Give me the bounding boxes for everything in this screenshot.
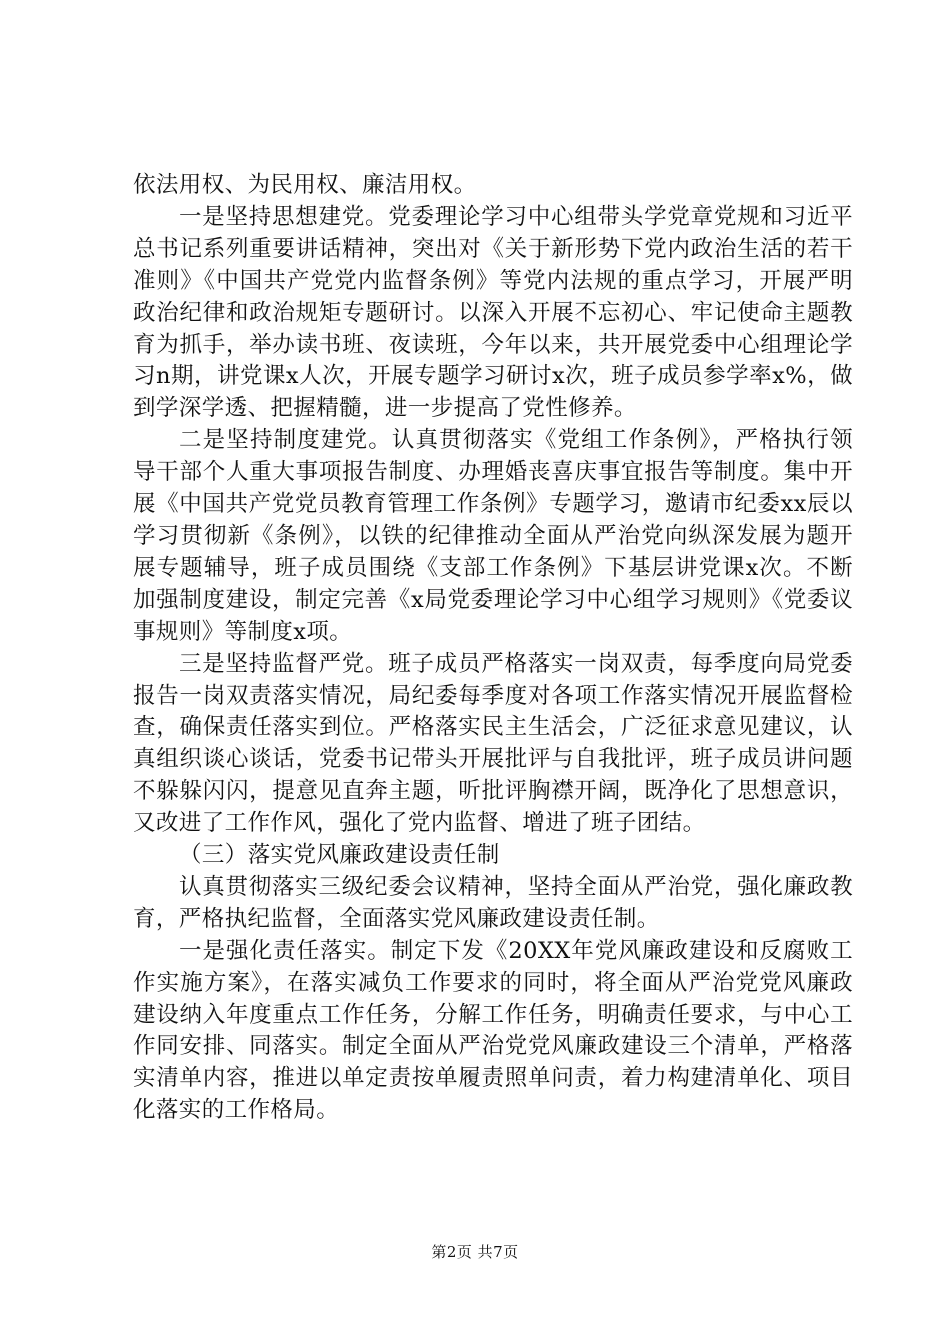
paragraph-supervision: 三是坚持监督严党。班子成员严格落实一岗双责，每季度向局党委报告一岗双责落实情况，局纪委每季度对各项工作落实情况开展监督检查，确保责任落实到位。严格落实民主生活会，广泛征求意见建议，认真组织谈心谈话，党委书记带头开展批评与自我批评，班子成员讲问题不躲躲闪闪，提意见直奔主题，听批评胸襟开阔，既净化了思想意识，又改进了工作作风，强化了党内监督、增进了班子团结。 — [133, 650, 853, 837]
paragraph-section-intro: 认真贯彻落实三级纪委会议精神，坚持全面从严治党，强化廉政教育，严格执纪监督，全面落实党风廉政建设责任制。 — [133, 873, 853, 932]
paragraph-continuation: 依法用权、为民用权、廉洁用权。 — [133, 172, 477, 198]
paragraph-system: 二是坚持制度建党。认真贯彻落实《党组工作条例》，严格执行领导干部个人重大事项报告制度、办理婚丧喜庆事宜报告等制度。集中开展《中国共产党党员教育管理工作条例》专题学习，邀请市纪委xx辰以学习贯彻新《条例》，以铁的纪律推动全面从严治党向纵深发展为题开展专题辅导，班子成员围绕《支部工作条例》下基层讲党课x次。不断加强制度建设，制定完善《x局党委理论学习中心组学习规则》《党委议事规则》等制度x项。 — [133, 427, 853, 645]
paragraph-responsibility: 一是强化责任落实。制定下发《20XX年党风廉政建设和反腐败工作实施方案》，在落实减负工作要求的同时，将全面从严治党党风廉政建设纳入年度重点工作任务，分解工作任务，明确责任要求，与中心工作同安排、同落实。制定全面从严治党党风廉政建设三个清单，严格落实清单内容，推进以单定责按单履责照单问责，着力构建清单化、项目化落实的工作格局。 — [133, 937, 853, 1124]
document-body — [133, 170, 853, 1127]
page-footer — [0, 1241, 950, 1262]
paragraph-ideology: 一是坚持思想建党。党委理论学习中心组带头学党章党规和习近平总书记系列重要讲话精神，突出对《关于新形势下党内政治生活的若干准则》《中国共产党党内监督条例》等党内法规的重点学习，开展严明政治纪律和政治规矩专题研讨。以深入开展不忘初心、牢记使命主题教育为抓手，举办读书班、夜读班，今年以来，共开展党委中心组理论学习n期，讲党课x人次，开展专题学习研讨x次，班子成员参学率x%，做到学深学透、把握精髓，进一步提高了党性修养。 — [133, 203, 853, 422]
page-number: 第2页 共7页 — [431, 1243, 519, 1261]
section-heading: （三）落实党风廉政建设责任制 — [179, 842, 500, 869]
